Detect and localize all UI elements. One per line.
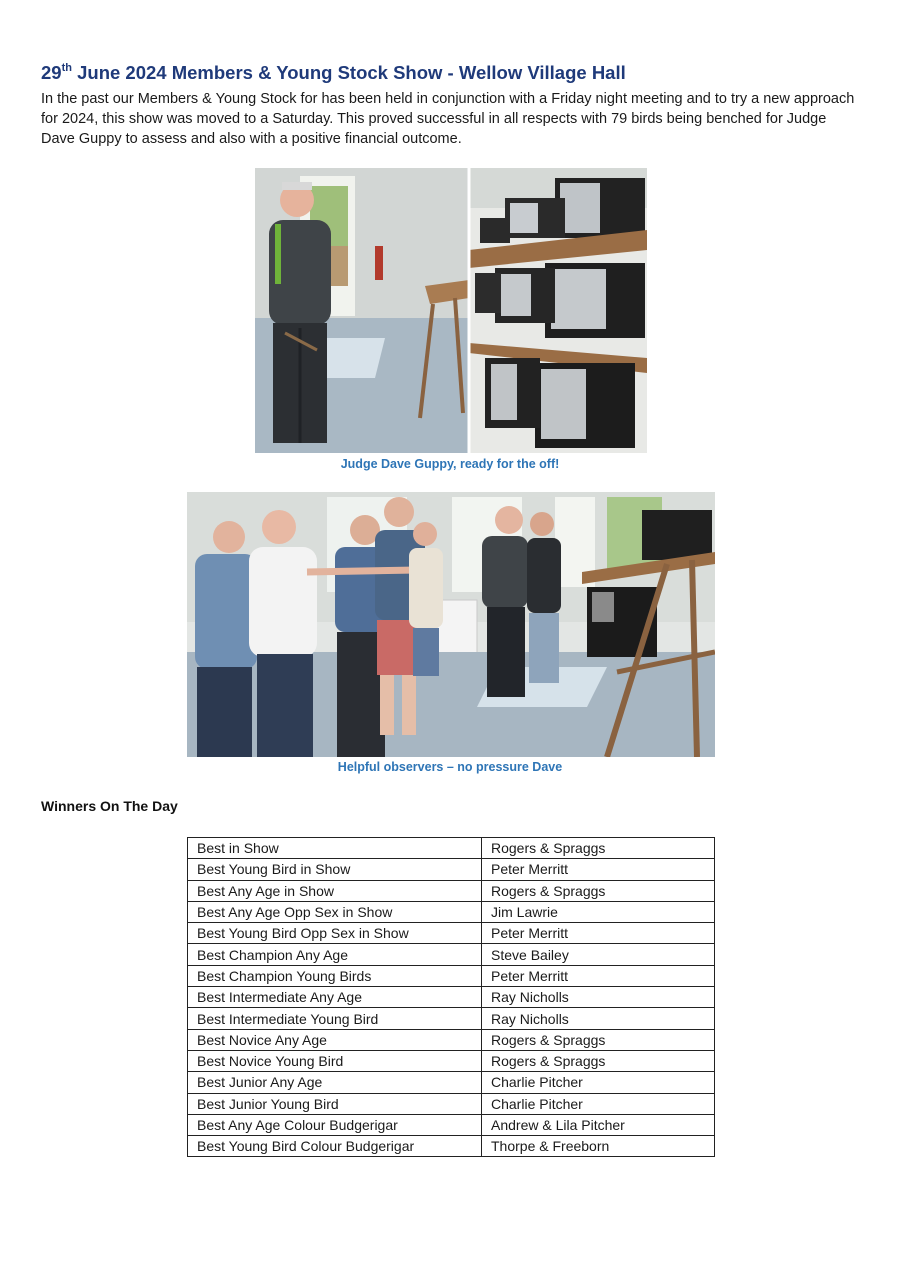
- table-row: [188, 923, 715, 944]
- winner-cell: Rogers & Spraggs: [482, 1050, 715, 1071]
- award-cell: Best Novice Young Bird: [188, 1050, 482, 1071]
- award-cell: Best Intermediate Any Age: [188, 987, 482, 1008]
- winner-cell: Peter Merritt: [482, 965, 715, 986]
- title-text: June 2024 Members & Young Stock Show - Wellow Village Hall: [71, 62, 626, 83]
- winner-cell: Rogers & Spraggs: [482, 880, 715, 901]
- award-cell: Best Intermediate Young Bird: [188, 1008, 482, 1029]
- award-cell: Best Any Age Opp Sex in Show: [188, 901, 482, 922]
- observers-photo-illustration: [187, 492, 715, 757]
- award-cell: Best Young Bird Opp Sex in Show: [188, 923, 482, 944]
- page-title: [41, 62, 626, 84]
- award-cell: Best Any Age Colour Budgerigar: [188, 1114, 482, 1135]
- table-row: [188, 1050, 715, 1071]
- winners-table: [187, 837, 715, 1157]
- award-cell: Best Young Bird Colour Budgerigar: [188, 1136, 482, 1157]
- winners-heading: Winners On The Day: [41, 798, 178, 814]
- award-cell: Best Young Bird in Show: [188, 859, 482, 880]
- intro-paragraph: In the past our Members & Young Stock for has been held in conjunction with a Friday night meeting and to try a new approach for 2024, this show was moved to a Saturday. This proved successful in all respects with 79 birds being benched for Judge Dave Guppy to assess and also with a positive financial outcome.: [41, 91, 855, 147]
- award-cell: Best Any Age in Show: [188, 880, 482, 901]
- observers-photo: [187, 492, 715, 757]
- table-row: [188, 944, 715, 965]
- award-cell: Best Novice Any Age: [188, 1029, 482, 1050]
- table-row: [188, 1072, 715, 1093]
- table-row: [188, 1008, 715, 1029]
- award-cell: Best Junior Any Age: [188, 1072, 482, 1093]
- judge-photo-illustration: [255, 168, 647, 453]
- award-cell: Best Junior Young Bird: [188, 1093, 482, 1114]
- winner-cell: Charlie Pitcher: [482, 1072, 715, 1093]
- winner-cell: Thorpe & Freeborn: [482, 1136, 715, 1157]
- judge-photo-caption: Judge Dave Guppy, ready for the off!: [340, 457, 560, 471]
- winner-cell: Peter Merritt: [482, 859, 715, 880]
- winner-cell: Jim Lawrie: [482, 901, 715, 922]
- winner-cell: Rogers & Spraggs: [482, 1029, 715, 1050]
- table-row: [188, 901, 715, 922]
- table-row: [188, 1093, 715, 1114]
- table-row: [188, 965, 715, 986]
- table-row: [188, 1029, 715, 1050]
- award-cell: Best Champion Young Birds: [188, 965, 482, 986]
- winner-cell: Charlie Pitcher: [482, 1093, 715, 1114]
- judge-photo: [255, 168, 647, 453]
- winner-cell: Steve Bailey: [482, 944, 715, 965]
- table-row: [188, 1114, 715, 1135]
- award-cell: Best Champion Any Age: [188, 944, 482, 965]
- table-row: [188, 1136, 715, 1157]
- table-row: [188, 838, 715, 859]
- observers-photo-caption: Helpful observers – no pressure Dave: [337, 760, 563, 774]
- winner-cell: Ray Nicholls: [482, 987, 715, 1008]
- table-row: [188, 880, 715, 901]
- table-row: [188, 859, 715, 880]
- title-ordinal-suffix: th: [61, 61, 72, 74]
- winner-cell: Andrew & Lila Pitcher: [482, 1114, 715, 1135]
- winner-cell: Ray Nicholls: [482, 1008, 715, 1029]
- award-cell: Best in Show: [188, 838, 482, 859]
- winner-cell: Peter Merritt: [482, 923, 715, 944]
- table-row: [188, 987, 715, 1008]
- title-day: 29: [41, 62, 62, 83]
- winner-cell: Rogers & Spraggs: [482, 838, 715, 859]
